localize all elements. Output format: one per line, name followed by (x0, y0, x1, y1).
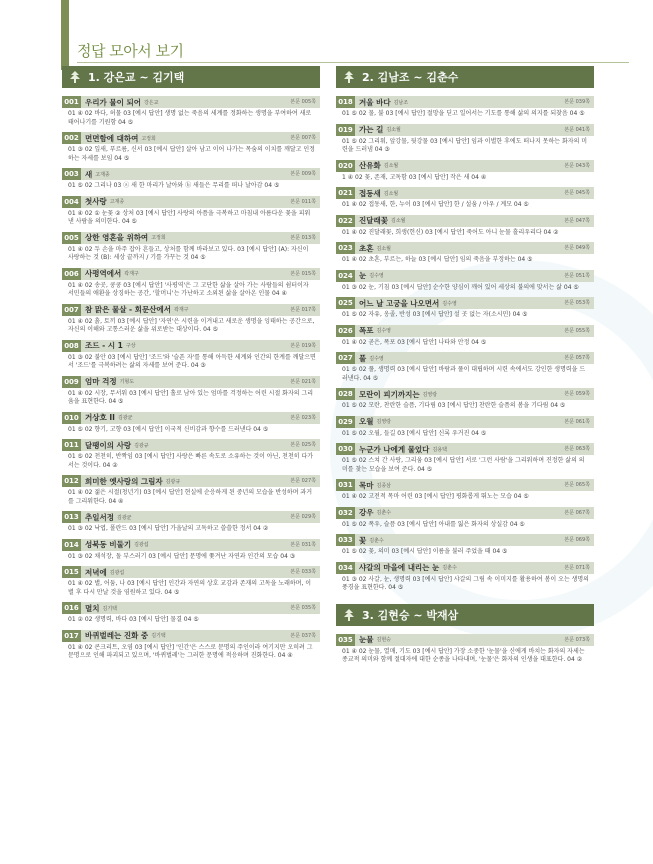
item-number: 029 (336, 416, 355, 428)
item-number: 021 (336, 187, 355, 199)
item-header (62, 475, 320, 487)
page-reference: 본문 049쪽 (564, 245, 590, 251)
answer-item (62, 475, 320, 507)
item-number: 008 (62, 340, 81, 352)
page-reference: 본문 053쪽 (564, 300, 590, 306)
top-accent-bar (61, 0, 69, 70)
item-header (336, 479, 594, 491)
item-number: 018 (336, 96, 355, 108)
answer-text: 01 ④ 02 눈물, 열매, 기도 03 [예시 답안] 가장 소중한 '눈물'을 신에게 바치는 화자의 자세는 종교적 의미와 함께 절대자에 대한 순종을 나타내며, '눈물'은 화자의 인생을 대표한다. 04 ② (342, 647, 585, 663)
poem-title: 꽃 (359, 535, 367, 545)
poem-title: 멸치 (85, 603, 100, 613)
poet-name: 김수영 (442, 300, 457, 307)
page-reference: 본문 071쪽 (564, 564, 590, 571)
page-reference: 본문 035쪽 (290, 605, 316, 611)
poet-name: 고재종 (109, 199, 125, 205)
poem-title: 엄마 걱정 (85, 377, 117, 386)
page-reference: 본문 023쪽 (290, 414, 316, 421)
answer-list-right (336, 96, 594, 594)
item-number: 023 (336, 242, 355, 254)
item-number: 012 (62, 475, 81, 487)
page-reference: 본문 017쪽 (290, 306, 316, 313)
page-reference: 본문 043쪽 (564, 162, 590, 169)
item-header (336, 242, 594, 254)
item-header (336, 297, 594, 309)
answer-text: 01 ⑤ 02 꽃, 의미 03 [예시 답안] 이름을 불러 주었을 때 04 ⑤ (342, 548, 508, 555)
item-header (336, 160, 594, 172)
poem-title: 사평역에서 (85, 269, 122, 278)
item-number: 027 (336, 352, 355, 364)
answer-item (336, 388, 594, 412)
poem-title: 목마 (359, 480, 374, 490)
answer-item (336, 507, 594, 531)
page-reference: 본문 039쪽 (564, 99, 590, 105)
poem-title: 폭포 (359, 326, 374, 335)
answer-item (336, 562, 594, 594)
answer-item (62, 96, 320, 128)
section-header-2 (336, 66, 594, 88)
answer-item (336, 160, 594, 184)
item-header (336, 634, 594, 646)
answer-text: 01 ⑤ 02 향기, 고향 03 [예시 답안] 이국적 신비감과 향수를 드러낸다 04 ⑤ (68, 425, 269, 433)
answer-text: 01 ⑤ 02 그리워, 앞강물, 뒷강물 03 [예시 답안] 임과 이별한 후에도 떠나지 못하는 화자의 미련을 드러냄 04 ③ (342, 137, 588, 153)
poet-name: 김용택 (432, 446, 447, 453)
poem-title: 어느 날 고궁을 나오면서 (359, 298, 440, 308)
poem-title: 바퀴벌레는 진화 중 (85, 631, 149, 640)
item-number: 006 (62, 268, 81, 280)
poet-name: 곽재구 (124, 271, 139, 277)
poet-name: 김종삼 (376, 482, 391, 489)
answer-item (62, 132, 320, 164)
answer-text: 01 ④ 02 젊은 시절(청년기) 03 [예시 답안] 현실에 순응하게 된 중년의 모습을 반성하며 과거를 그리워한다. 04 ④ (68, 489, 313, 505)
page-reference: 본문 019쪽 (290, 342, 316, 349)
answer-item (62, 539, 320, 563)
poem-title: 강우 (359, 508, 374, 517)
poet-name: 강은교 (143, 99, 159, 106)
page-reference: 본문 021쪽 (290, 378, 316, 385)
item-header (336, 534, 594, 546)
item-header (336, 215, 594, 227)
answer-text: 01 ③ 02 사갈, 눈, 생명력 03 [예시 답안] 샤갈의 그림 속 이미지를 활용하여 봄이 오는 생명의 풍경을 표현한다. 04 ⑤ (342, 575, 589, 591)
answer-item (62, 566, 320, 598)
item-header (62, 439, 320, 451)
answer-text: 01 ④ 02 콘크리트, 오염 03 [예시 답안] '인간'은 스스로 문명의 주인이라 여기지만 오히려 그 문명으로 인해 파괴되고 있으며, '바퀴벌레'는 그러한 문명에 적응하며 진화한다. 04 ④ (68, 643, 313, 659)
item-number: 022 (336, 215, 355, 227)
page-title: 정답 모아서 보기 (77, 42, 184, 60)
page-reference: 본문 015쪽 (290, 270, 316, 277)
item-header (62, 96, 320, 108)
poet-name: 곽재구 (174, 307, 189, 313)
page-reference: 본문 009쪽 (290, 171, 316, 177)
section-header-3 (336, 604, 594, 626)
poem-title: 가는 길 (359, 125, 384, 134)
answer-item (336, 416, 594, 440)
item-number: 003 (62, 168, 81, 180)
item-header (62, 340, 320, 352)
item-number: 013 (62, 511, 81, 523)
answer-text: 01 ③ 02 눈, 기침 03 [예시 답안] 순수한 양심이 깨어 있어 세상의 불의에 맞서는 삶 04 ⑤ (342, 283, 579, 291)
answer-list-section3 (336, 634, 594, 666)
answer-item (336, 479, 594, 503)
item-header (336, 388, 594, 400)
poem-title: 눈 (359, 271, 367, 280)
answer-text: 01 ⑤ 02 모란, 찬란한 슬픔, 기다림 03 [예시 답안] 찬란한 슬픔의 봄을 기다림 04 ⑤ (342, 402, 566, 409)
answer-text: 01 ④ 02 초혼, 부르는, 하늘 03 [예시 답안] 임의 죽음을 부정하는 04 ⑤ (342, 256, 533, 263)
poet-name: 김영랑 (422, 391, 438, 398)
page-reference: 본문 041쪽 (564, 126, 590, 133)
answer-text: 01 ④ 02 고전적 목마 어린 03 [예시 답안] 평화롭게 뛰노는 모습 04 ⑤ (342, 493, 529, 500)
item-header (336, 562, 594, 574)
poet-name: 김기택 (102, 605, 117, 612)
poem-title: 오월 (359, 417, 374, 426)
poet-name: 김광규 (134, 442, 149, 449)
poem-title: 참 맑은 물살 - 회문산에서 (85, 305, 172, 314)
section-title: 2. 김남조 ~ 김춘수 (362, 71, 459, 84)
answer-item (336, 534, 594, 558)
answer-item (336, 242, 594, 266)
page-reference: 본문 065쪽 (564, 482, 590, 488)
item-header (62, 566, 320, 578)
poet-name: 김기택 (151, 633, 166, 639)
item-header (62, 511, 320, 523)
poet-name: 고정희 (141, 135, 156, 142)
item-number: 007 (62, 304, 81, 316)
answer-item (336, 187, 594, 211)
poem-title: 조드 - 시 1 (85, 341, 123, 350)
answer-text: 1 ④ 02 꽃, 존재, 고독함 03 [예시 답안] 작은 새 04 ④ (342, 173, 487, 181)
answer-item (62, 304, 320, 336)
answer-text: 01 ⑤ 02 폭우, 슬픔 03 [예시 답안] 아내를 잃은 화자의 상실감 04 ⑤ (342, 520, 525, 528)
item-header (336, 96, 594, 108)
item-number: 026 (336, 325, 355, 337)
page-reference: 본문 007쪽 (290, 135, 316, 141)
page-reference: 본문 057쪽 (564, 355, 590, 361)
item-number: 014 (62, 539, 81, 551)
answer-text: 01 ④ 02 접동새, 한, 누이 03 [예시 답안] 한 / 설움 / 아우 / 계모 04 ⑤ (342, 201, 529, 208)
answer-text: 01 ③ 02 채석장, 돌 부스러기 03 [예시 답안] 문명에 쫓겨난 자연과 인간의 모습 04 ③ (68, 552, 296, 560)
answer-text: 01 ⑤ 02 풀, 생명력 03 [예시 답안] 바람과 풀이 대립하며 시련 속에서도 강인한 생명력을 드러낸다. 04 ⑤ (342, 366, 586, 382)
item-number: 028 (336, 388, 355, 400)
page-reference: 본문 037쪽 (290, 632, 316, 639)
item-number: 001 (62, 96, 81, 108)
item-number: 005 (62, 232, 81, 244)
poet-name: 구상 (125, 343, 136, 349)
item-number: 030 (336, 443, 355, 455)
answer-text: 01 ⑤ 02 천천히, 반짝임 03 [예시 답안] 사랑은 빠른 속도로 소유하는 것이 아닌, 천천히 다가서는 것이다. 04 ② (68, 453, 314, 469)
item-header (62, 304, 320, 316)
poet-name: 김광규 (165, 478, 181, 485)
poet-name: 김광섭 (134, 542, 149, 548)
poem-title: 풀 (359, 353, 367, 363)
item-number: 024 (336, 270, 355, 282)
leaf-icon (342, 608, 356, 622)
item-header (62, 168, 320, 180)
page-reference: 본문 073쪽 (564, 636, 590, 643)
answer-item (336, 352, 594, 384)
poem-title: 성북동 비둘기 (85, 540, 132, 549)
poet-name: 김수영 (376, 328, 391, 334)
answer-text: 01 ③ 02 불안 03 [예시 답안] '조드'와 '슬픈 자'를 통해 아득한 세계와 인간의 한계를 깨달으면서 '조드'를 극복하려는 삶의 자세를 보여 준다. 04 ③ (68, 353, 316, 369)
answer-item (62, 340, 320, 372)
poet-name: 김광섭 (109, 569, 125, 576)
item-number: 035 (336, 634, 355, 646)
answer-text: 01 ④ 02 시장, 무서워 03 [예시 답안] 홀로 남아 있는 엄마를 걱정하는 어린 시절 화자의 그리움을 표현한다. 04 ⑤ (68, 389, 314, 405)
page-reference: 본문 061쪽 (564, 418, 590, 425)
poem-title: 접동새 (359, 188, 381, 198)
item-header (62, 630, 320, 642)
left-column (62, 66, 320, 666)
item-number: 019 (336, 124, 355, 136)
answer-list-left (62, 96, 320, 662)
poet-name: 김춘수 (369, 537, 384, 544)
page-reference: 본문 045쪽 (564, 190, 590, 196)
page-reference: 본문 051쪽 (564, 272, 590, 279)
answer-text: 01 ③ 02 잎새, 푸르름, 신서 03 [예시 답안] 살아 남고 이어 나가는 목숨의 이치를 깨달고 인정하는 자세를 보임 04 ⑤ (68, 146, 315, 162)
item-header (62, 376, 320, 388)
answer-text: 01 ④ 02 두 손을 마주 잡아 흔들고, 상처를 함께 바라보고 있다. 03 [예시 답안] (A): 자신이 사랑하는 것 (B): 세상 끝까지 / 기를 가꾸는 것 04 ⑤ (68, 245, 309, 261)
poet-name: 김광균 (117, 415, 133, 421)
poet-name: 고정희 (151, 235, 166, 241)
answer-item (62, 268, 320, 300)
item-header (336, 187, 594, 199)
poet-name: 김영랑 (376, 419, 391, 425)
answer-item (336, 443, 594, 475)
poet-name: 김소월 (386, 127, 401, 133)
answer-text: 01 ④ 02 곧은, 폭포 03 [예시 답안] 나타와 안정 04 ⑤ (342, 338, 487, 346)
poem-title: 겨울 바다 (359, 97, 391, 107)
page-reference: 본문 011쪽 (290, 198, 316, 205)
item-number: 015 (62, 566, 81, 578)
poem-title: 누군가 나에게 물었다 (359, 444, 430, 454)
poem-title: 첫사랑 (85, 197, 107, 206)
page-reference: 본문 005쪽 (290, 99, 316, 105)
answer-text: 01 ④ 02 흙, 토끼 03 [예시 답안] '자연'은 시련을 이겨내고 새로운 생명을 잉태하는 공간으로, 자신의 이해와 고통스러운 삶을 위로받는 대상이다. 04 ⑤ (68, 317, 315, 333)
page-reference: 본문 027쪽 (290, 478, 316, 484)
item-number: 034 (336, 562, 355, 574)
poet-name: 김소월 (383, 190, 399, 197)
answer-item (62, 602, 320, 626)
page-reference: 본문 033쪽 (290, 569, 316, 575)
leaf-icon (342, 70, 356, 84)
answer-item (62, 630, 320, 662)
item-number: 020 (336, 160, 355, 172)
item-number: 004 (62, 196, 81, 208)
item-number: 033 (336, 534, 355, 546)
item-header (62, 232, 320, 244)
answer-item (62, 439, 320, 471)
poem-title: 거상호 II (85, 413, 115, 422)
page-reference: 본문 059쪽 (564, 391, 590, 397)
poem-title: 눈물 (359, 635, 374, 644)
item-number: 025 (336, 297, 355, 309)
item-number: 032 (336, 507, 355, 519)
answer-text: 01 ④ 02 진달래꽃, 희생(헌신) 03 [예시 답안] 죽어도 아니 눈물 흘리우리다 04 ② (342, 228, 559, 236)
poem-title: 초혼 (359, 243, 374, 253)
answer-item (336, 215, 594, 239)
poem-title: 모란이 피기까지는 (359, 389, 420, 399)
item-number: 017 (62, 630, 81, 642)
answer-item (62, 376, 320, 408)
item-number: 002 (62, 132, 81, 144)
answer-item (336, 297, 594, 321)
item-header (62, 132, 320, 144)
item-header (336, 352, 594, 364)
item-number: 010 (62, 412, 81, 424)
poem-title: 새 (85, 169, 93, 179)
answer-text: 01 ⑤ 02 스쳐 간 사랑, 그리움 03 [예시 답안] 서로 '그런 사람'을 그리워하며 진정한 삶의 의미를 찾는 모습을 보여 준다. 04 ⑤ (342, 457, 585, 473)
title-divider (77, 62, 629, 63)
answer-item (336, 96, 594, 120)
item-number: 009 (62, 376, 81, 388)
answer-item (62, 511, 320, 535)
poem-title: 상한 영혼을 위하여 (85, 233, 149, 242)
poem-title: 추일서정 (85, 512, 114, 522)
page-reference: 본문 013쪽 (290, 234, 316, 241)
poet-name: 기형도 (119, 379, 135, 385)
item-header (62, 602, 320, 614)
section-header-1 (62, 66, 320, 88)
item-header (62, 539, 320, 551)
answer-text: 01 ⑤ 02 오월, 들길 03 [예시 답안] 신록 우거진 04 ⑤ (342, 429, 487, 437)
page-reference: 본문 025쪽 (290, 442, 316, 448)
poem-title: 희미한 옛사랑의 그림자 (85, 476, 163, 486)
item-number: 011 (62, 439, 81, 451)
answer-item (62, 168, 320, 192)
poet-name: 김소월 (390, 218, 406, 224)
answer-text: 01 ③ 02 낙엽, 폴란드 03 [예시 답안] 가을날의 고독하고 쓸쓸한 정서 04 ② (68, 525, 269, 532)
poem-title: 면면함에 대하여 (85, 133, 139, 143)
item-header (336, 325, 594, 337)
answer-item (336, 325, 594, 349)
item-header (336, 443, 594, 455)
page-reference: 본문 047쪽 (564, 217, 590, 224)
answer-item (336, 124, 594, 156)
answer-item (62, 232, 320, 264)
poet-name: 김수영 (369, 355, 384, 362)
answer-text: 01 ④ 02 ① 눈꽃 ② 상처 03 [예시 답안] 사랑의 아픔을 극복하고 마침내 아름다운 꽃을 피워낸 사람을 의미한다. 04 ⑤ (68, 209, 311, 225)
item-header (336, 416, 594, 428)
item-number: 031 (336, 479, 355, 491)
page-reference: 본문 069쪽 (564, 537, 590, 543)
page-reference: 본문 055쪽 (564, 327, 590, 334)
answer-text: 01 ⑤ 02 자유, 옹졸, 반성 03 [예시 답안] 설 곳 없는 자(소시민) 04 ⑤ (342, 311, 528, 318)
answer-item (336, 634, 594, 666)
page-reference: 본문 031쪽 (290, 541, 316, 548)
item-header (336, 507, 594, 519)
answer-text: 01 ④ 02 송곳, 쿵쿵 03 [예시 답안] '사평역'은 그 고단한 삶을 살아 가는 사람들의 쉼터이자 서민들의 애환을 상징하는 공간, '할머니'는 가난하고 소외된 삶을 살아온 인물 04 ④ (68, 281, 309, 297)
poem-title: 달팽이의 사랑 (85, 440, 132, 450)
answer-item (62, 412, 320, 436)
leaf-icon (68, 70, 82, 84)
item-header (62, 412, 320, 424)
item-header (62, 196, 320, 208)
poet-name: 김광균 (116, 514, 132, 521)
poet-name: 김수영 (369, 273, 384, 279)
answer-item (62, 196, 320, 228)
answer-text: 01 ⑤ 02 물, 불 03 [예시 답안] 절망을 딛고 일어서는 기도를 통해 삶의 의지를 되찾음 04 ⑤ (342, 110, 585, 117)
answer-text: 01 ④ 02 바다, 허물 03 [예시 답안] 생명 없는 죽음의 세계를 정화하는 생명을 부여하여 새로 태어나기를 기원함 04 ⑤ (68, 110, 312, 126)
poem-title: 저녁에 (85, 567, 107, 577)
page-reference: 본문 067쪽 (564, 509, 590, 516)
poet-name: 김소월 (376, 245, 391, 252)
poet-name: 김춘수 (442, 565, 457, 571)
answer-item (336, 270, 594, 294)
poet-name: 김소월 (383, 163, 399, 169)
poem-title: 산유화 (359, 161, 381, 170)
right-column (336, 66, 594, 670)
poem-title: 샤갈의 마을에 내리는 눈 (359, 563, 440, 572)
poem-title: 진달래꽃 (359, 216, 388, 225)
poet-name: 고재종 (95, 171, 110, 178)
page-reference: 본문 063쪽 (564, 446, 590, 452)
poet-name: 김현승 (376, 637, 391, 643)
poem-title: 우리가 물이 되어 (85, 97, 141, 107)
section-title: 1. 강은교 ~ 김기택 (88, 71, 185, 84)
item-header (336, 270, 594, 282)
poet-name: 김남조 (393, 99, 409, 106)
section-title: 3. 김현승 ~ 박재삼 (362, 608, 459, 622)
item-header (336, 124, 594, 136)
answer-text: 01 ④ 02 별, 어둠, 나 03 [예시 답안] 인간과 자연의 상호 교감과 존재의 고독을 노래하며, 이별 후 다시 만날 것을 염원하고 있다. 04 ⑤ (68, 580, 312, 596)
page-reference: 본문 029쪽 (290, 514, 316, 520)
item-header (62, 268, 320, 280)
answer-text: 01 ⑤ 02 그리나 03 ⓐ 새 한 마리가 날아와 ⓑ 새들은 무리를 떠나 날아감 04 ⑤ (68, 182, 280, 189)
item-number: 016 (62, 602, 81, 614)
poet-name: 김춘수 (376, 510, 391, 516)
answer-text: 01 ② 02 생명력, 바다 03 [예시 답안] 물결 04 ⑤ (68, 616, 199, 623)
